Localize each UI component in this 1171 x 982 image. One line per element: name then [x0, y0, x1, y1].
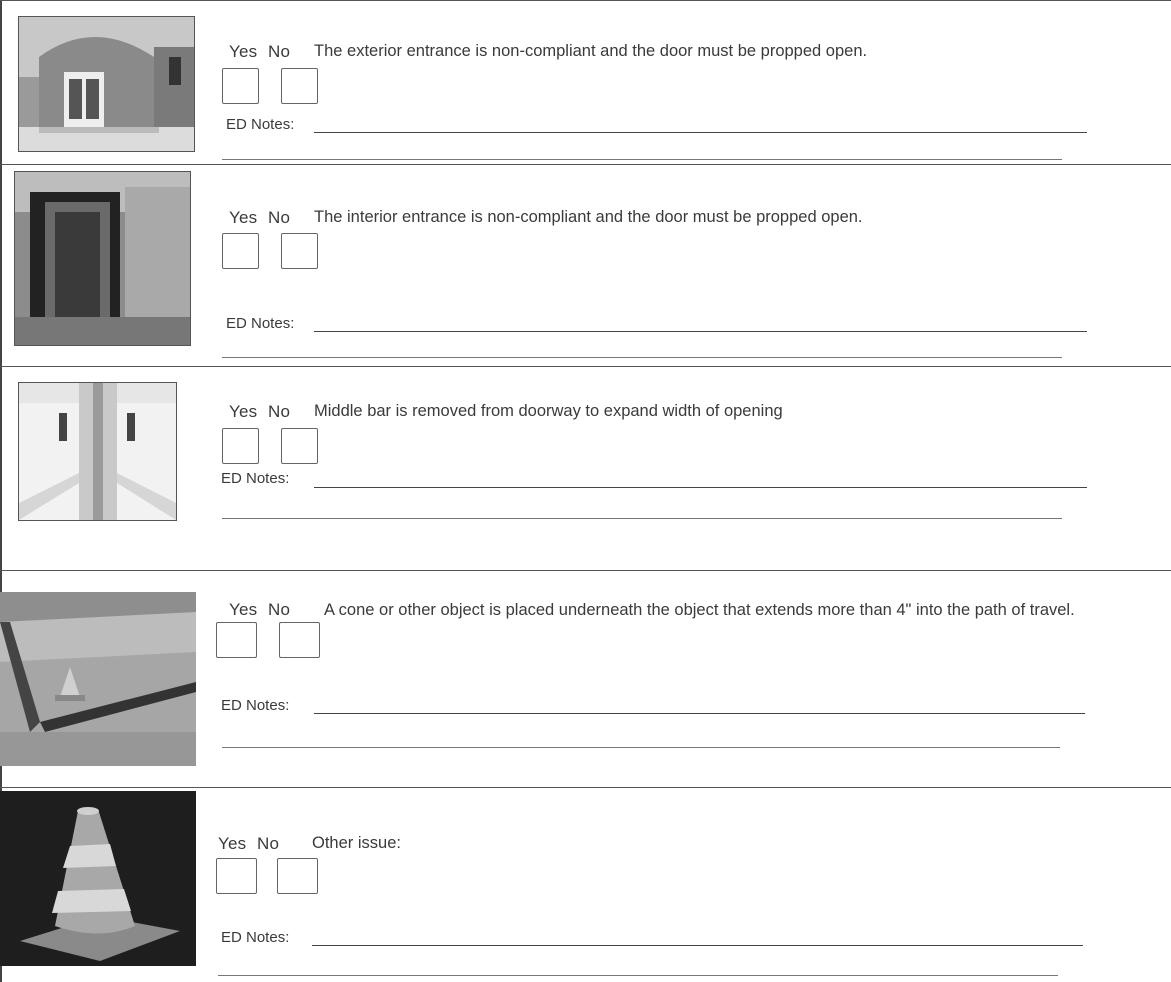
no-label: No [268, 600, 291, 619]
yes-label: Yes [229, 600, 258, 619]
ed-notes-label: ED Notes: [226, 315, 295, 332]
interior-entrance-photo [14, 171, 191, 346]
yes-no-labels [229, 600, 290, 620]
no-checkbox[interactable] [281, 68, 318, 104]
checklist-row-other-issue [0, 787, 1171, 982]
checklist-row-interior-entrance [0, 164, 1171, 366]
checklist-row-exterior-entrance [0, 0, 1171, 164]
checklist-row-middle-bar [0, 366, 1171, 570]
yes-label: Yes [229, 42, 258, 61]
no-label: No [268, 42, 291, 61]
exterior-entrance-photo [18, 16, 195, 152]
ed-notes-line[interactable] [314, 713, 1085, 714]
ed-notes-line-continued[interactable] [218, 975, 1058, 976]
traffic-cone-photo [0, 791, 196, 966]
yes-no-labels [218, 834, 279, 854]
ed-notes-line[interactable] [314, 487, 1087, 488]
yes-checkbox[interactable] [222, 428, 259, 464]
ed-notes-label: ED Notes: [226, 116, 295, 133]
yes-label: Yes [218, 834, 247, 853]
ed-notes-line[interactable] [312, 945, 1083, 946]
checklist-row-protruding-object [0, 570, 1171, 787]
no-checkbox[interactable] [281, 233, 318, 269]
cone-under-protrusion-photo [0, 592, 196, 766]
yes-no-labels [229, 402, 290, 422]
double-doorway-photo [18, 382, 177, 521]
ed-notes-line-continued[interactable] [222, 159, 1062, 160]
question-text: The interior entrance is non-compliant and the door must be propped open. [314, 208, 863, 226]
ed-notes-line-continued[interactable] [222, 518, 1062, 519]
ed-notes-line-continued[interactable] [222, 747, 1060, 748]
question-text: Other issue: [312, 834, 401, 852]
ed-notes-line[interactable] [314, 132, 1087, 133]
yes-checkbox[interactable] [216, 858, 257, 894]
yes-checkbox[interactable] [222, 233, 259, 269]
ed-notes-line-continued[interactable] [222, 357, 1062, 358]
no-label: No [268, 208, 291, 227]
question-text: A cone or other object is placed underneath the object that extends more than 4" into the path of travel. [324, 601, 1075, 619]
ed-notes-label: ED Notes: [221, 697, 290, 714]
no-checkbox[interactable] [277, 858, 318, 894]
yes-label: Yes [229, 402, 258, 421]
yes-checkbox[interactable] [222, 68, 259, 104]
yes-checkbox[interactable] [216, 622, 257, 658]
yes-no-labels [229, 208, 290, 228]
question-text: The exterior entrance is non-compliant and the door must be propped open. [314, 42, 868, 60]
question-text: Middle bar is removed from doorway to expand width of opening [314, 402, 783, 420]
no-checkbox[interactable] [279, 622, 320, 658]
yes-no-labels [229, 42, 290, 62]
ed-notes-line[interactable] [314, 331, 1087, 332]
yes-label: Yes [229, 208, 258, 227]
no-label: No [268, 402, 291, 421]
no-label: No [257, 834, 280, 853]
ed-notes-label: ED Notes: [221, 929, 290, 946]
no-checkbox[interactable] [281, 428, 318, 464]
ed-notes-label: ED Notes: [221, 470, 290, 487]
